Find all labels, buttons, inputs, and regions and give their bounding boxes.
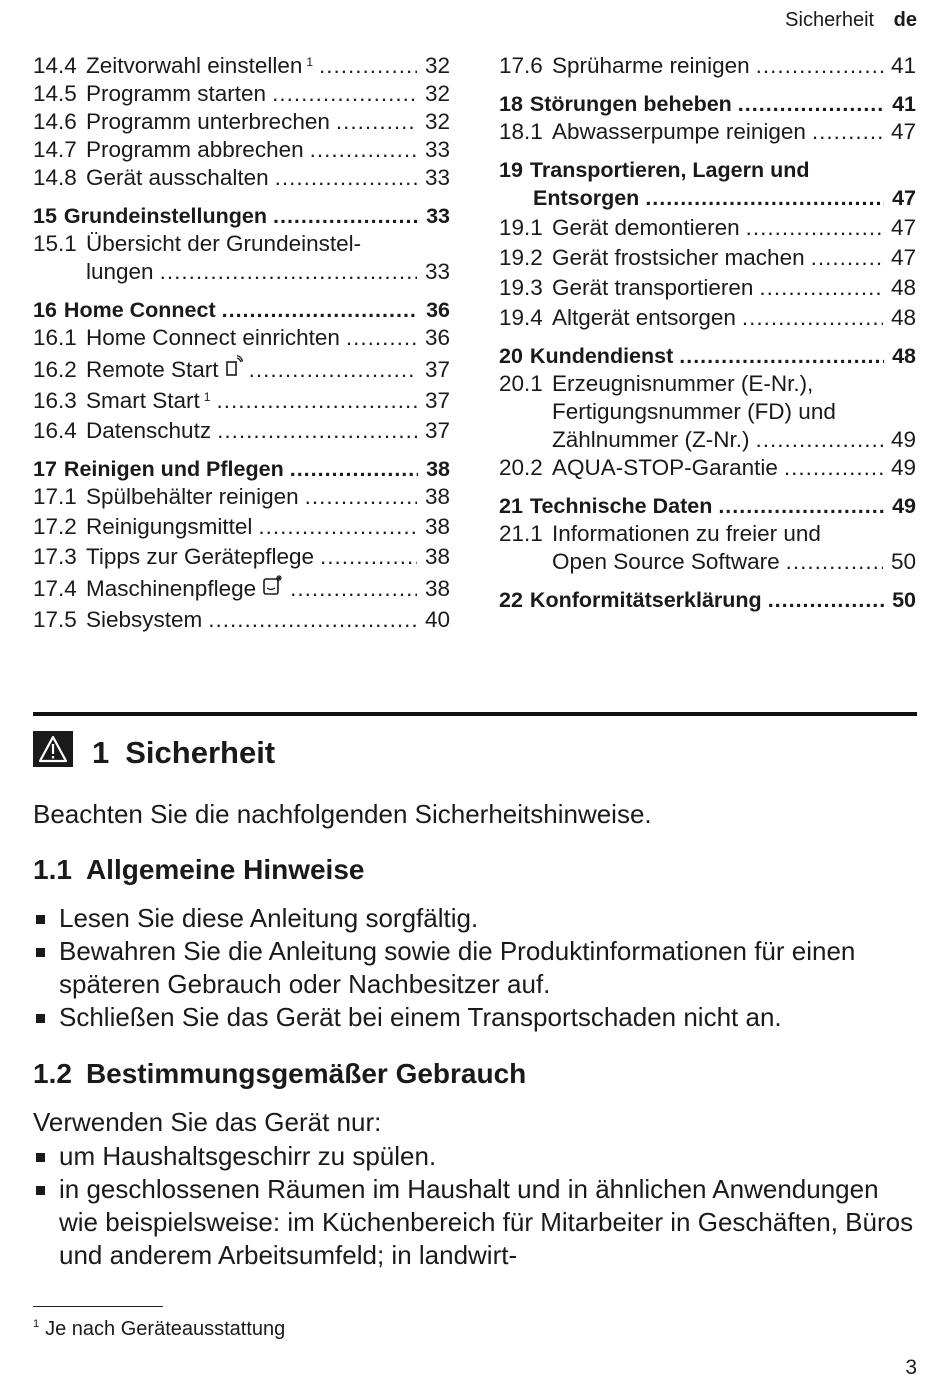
toc-entry-continued[interactable]	[499, 548, 916, 576]
toc-entry[interactable]	[33, 108, 450, 136]
toc-entry[interactable]	[499, 370, 916, 398]
toc-num: 17.6	[499, 53, 543, 78]
toc-leader	[786, 548, 883, 576]
toc-leader	[756, 52, 883, 80]
toc-page: 36	[424, 325, 450, 350]
toc-title: Entsorgen	[533, 186, 640, 210]
toc-entry[interactable]	[33, 80, 450, 108]
footnote-mark: 1	[33, 1318, 40, 1330]
toc-page: 41	[892, 92, 916, 116]
toc-title: Reinigungsmittel	[86, 514, 253, 539]
toc-entry[interactable]	[33, 52, 450, 80]
toc-title: Programm unterbrechen	[86, 109, 330, 134]
toc-title: Remote Start	[86, 355, 243, 385]
page-number: 3	[905, 1356, 917, 1379]
toc-num: 17.1	[33, 484, 77, 509]
toc-entry[interactable]	[499, 274, 916, 302]
toc-num: 16.4	[33, 418, 77, 443]
toc-page: 48	[890, 305, 916, 330]
toc-leader	[310, 136, 417, 164]
toc-num: 19.4	[499, 305, 543, 330]
toc-title: Zeitvorwahl einstellen $^1$	[86, 53, 314, 78]
toc-leader	[759, 274, 883, 302]
toc-page: 32	[424, 53, 450, 78]
toc-num: 19.2	[499, 245, 543, 270]
toc-title: Spülbehälter reinigen	[86, 484, 299, 509]
toc-leader	[811, 244, 883, 272]
toc-title: Kundendienst	[529, 344, 674, 368]
toc-num: 18	[499, 92, 523, 116]
toc-page: 33	[424, 165, 450, 190]
toc-num: 14.8	[33, 165, 77, 190]
toc-page: 41	[890, 53, 916, 78]
toc-leader	[272, 80, 417, 108]
general-notes-list	[33, 902, 917, 1034]
toc-leader	[319, 52, 417, 80]
toc-page: 37	[424, 357, 450, 382]
toc-entry[interactable]	[499, 304, 916, 332]
toc-page: 48	[892, 344, 916, 368]
toc-title: Störungen beheben	[529, 92, 732, 116]
toc-leader	[217, 417, 417, 445]
toc-right-column	[499, 52, 916, 614]
toc-num: 15.1	[33, 231, 77, 256]
toc-num: 14.5	[33, 81, 77, 106]
toc-leader	[346, 324, 417, 352]
toc-title: lungen	[86, 259, 154, 284]
intended-use-list	[33, 1140, 917, 1272]
toc-entry[interactable]	[33, 136, 450, 164]
toc-entry[interactable]	[33, 574, 450, 604]
remote-start-icon	[225, 355, 243, 385]
toc-num: 20.1	[499, 371, 543, 396]
toc-leader	[249, 356, 417, 384]
section-intro: Beachten Sie die nachfolgenden Sicherheitshinweise.	[33, 799, 652, 829]
toc-page: 38	[424, 576, 450, 601]
toc-entry-continued[interactable]	[33, 258, 450, 286]
toc-entry[interactable]	[499, 214, 916, 242]
toc-title: Übersicht der Grundeinstel-	[86, 231, 362, 256]
toc-leader	[222, 296, 418, 324]
toc-leader	[336, 108, 417, 136]
toc-entry[interactable]	[33, 543, 450, 571]
toc-entry[interactable]	[33, 164, 450, 192]
toc-chapter[interactable]	[499, 156, 916, 184]
toc-page: 49	[890, 427, 916, 452]
toc-leader	[812, 118, 883, 146]
toc-num: 19	[499, 158, 523, 182]
toc-page: 37	[424, 388, 450, 413]
toc-num: 14.4	[33, 53, 77, 78]
toc-title: Open Source Software	[552, 549, 780, 574]
toc-entry[interactable]	[33, 230, 450, 258]
toc-page: 38	[424, 544, 450, 569]
toc-num: 17.5	[33, 607, 77, 632]
toc-num: 17.2	[33, 514, 77, 539]
list-item: Bewahren Sie die Anleitung sowie die Produktinformationen für einen späteren Gebrauch oder Nachbesitzer auf.	[33, 935, 917, 1001]
toc-chapter[interactable]	[33, 455, 450, 483]
toc-entry[interactable]	[33, 483, 450, 511]
toc-num: 21.1	[499, 521, 543, 546]
toc-title: Abwasserpumpe reinigen	[552, 119, 806, 144]
machine-care-icon	[262, 574, 284, 604]
toc-page: 48	[890, 275, 916, 300]
toc-title: Gerät demontieren	[552, 215, 740, 240]
subsection-heading: 1.2 Bestimmungsgemäßer Gebrauch	[33, 1058, 527, 1089]
warning-icon	[33, 731, 73, 767]
toc-leader	[290, 575, 417, 603]
toc-entry-continued[interactable]	[499, 398, 916, 426]
subsection-heading: 1.1 Allgemeine Hinweise	[33, 854, 365, 885]
section-divider	[33, 712, 917, 716]
toc-title: Gerät frostsicher machen	[552, 245, 805, 270]
toc-page: 40	[424, 607, 450, 632]
toc-leader	[679, 342, 884, 370]
list-item: um Haushaltsgeschirr zu spülen.	[33, 1140, 917, 1173]
toc-page: 38	[424, 514, 450, 539]
toc-leader	[746, 214, 883, 242]
toc-entry[interactable]	[499, 52, 916, 80]
toc-entry[interactable]	[33, 387, 450, 415]
toc-num: 16	[33, 298, 57, 322]
toc-entry-continued[interactable]	[499, 426, 916, 454]
toc-leader	[738, 90, 884, 118]
toc-entry[interactable]	[33, 324, 450, 352]
footnote-text: Je nach Geräteausstattung	[45, 1318, 286, 1340]
toc-entry[interactable]	[499, 454, 916, 482]
toc-title: Fertigungsnummer (FD) und	[552, 399, 836, 424]
toc-page: 32	[424, 109, 450, 134]
toc-page: 50	[892, 588, 916, 612]
toc-page: 33	[424, 259, 450, 284]
usage-intro: Verwenden Sie das Gerät nur:	[33, 1107, 382, 1137]
toc-title: Zählnummer (Z-Nr.)	[552, 427, 750, 452]
toc-entry[interactable]	[499, 520, 916, 548]
toc-num: 18.1	[499, 119, 543, 144]
toc-chapter[interactable]	[499, 342, 916, 370]
toc-title: Informationen zu freier und	[552, 521, 821, 546]
toc-page: 49	[892, 494, 916, 518]
toc-leader	[645, 184, 884, 212]
toc-leader	[273, 202, 418, 230]
toc-title: Konformitätserklärung	[529, 588, 762, 612]
toc-page: 38	[424, 484, 450, 509]
toc-chapter[interactable]	[499, 492, 916, 520]
toc-num: 22	[499, 588, 523, 612]
toc-num: 17.4	[33, 576, 77, 601]
toc-leader	[208, 606, 417, 634]
toc-chapter[interactable]	[499, 90, 916, 118]
toc-num: 16.3	[33, 388, 77, 413]
header-language: de	[893, 9, 917, 31]
toc-page: 47	[890, 245, 916, 270]
toc-leader	[784, 454, 883, 482]
toc-entry[interactable]	[33, 513, 450, 541]
toc-leader	[258, 513, 417, 541]
toc-num: 19.1	[499, 215, 543, 240]
toc-page: 33	[424, 137, 450, 162]
toc-title: Gerät transportieren	[552, 275, 754, 300]
toc-chapter[interactable]	[499, 586, 916, 614]
toc-title: Transportieren, Lagern und	[529, 158, 810, 182]
list-item: Lesen Sie diese Anleitung sorgfältig.	[33, 902, 917, 935]
toc-leader	[718, 492, 884, 520]
toc-entry[interactable]	[33, 606, 450, 634]
toc-leader	[756, 426, 883, 454]
toc-title: Maschinenpflege	[86, 574, 284, 604]
toc-title: Home Connect	[63, 298, 216, 322]
toc-leader	[320, 543, 417, 571]
toc-title: Siebsystem	[86, 607, 203, 632]
toc-num: 16.2	[33, 357, 77, 382]
toc-page: 47	[890, 215, 916, 240]
header-section: Sicherheit	[785, 9, 875, 31]
toc-title: Programm abbrechen	[86, 137, 304, 162]
toc-title: Technische Daten	[529, 494, 713, 518]
toc-title: Home Connect einrichten	[86, 325, 340, 350]
toc-entry[interactable]	[499, 118, 916, 146]
toc-left-column	[33, 52, 450, 634]
toc-page: 37	[424, 418, 450, 443]
toc-num: 17.3	[33, 544, 77, 569]
footnote	[33, 1318, 285, 1341]
toc-title: Gerät ausschalten	[86, 165, 269, 190]
toc-leader	[216, 387, 417, 415]
toc-page: 36	[426, 298, 450, 322]
toc-entry[interactable]	[499, 244, 916, 272]
toc-chapter-continued[interactable]	[499, 184, 916, 212]
footnote-divider	[33, 1306, 163, 1307]
toc-num: 15	[33, 204, 57, 228]
toc-page: 47	[892, 186, 916, 210]
toc-title: AQUA-STOP-Garantie	[552, 455, 778, 480]
toc-entry[interactable]	[33, 417, 450, 445]
toc-title: Sprüharme reinigen	[552, 53, 750, 78]
toc-num: 16.1	[33, 325, 77, 350]
toc-leader	[768, 586, 884, 614]
toc-leader	[742, 304, 883, 332]
footnote-mark: 1	[306, 55, 314, 69]
section-heading: 1 Sicherheit	[92, 735, 276, 770]
toc-chapter[interactable]	[33, 202, 450, 230]
running-header	[785, 9, 917, 32]
toc-leader	[275, 164, 417, 192]
toc-page: 47	[890, 119, 916, 144]
toc-num: 19.3	[499, 275, 543, 300]
toc-num: 20	[499, 344, 523, 368]
toc-title: Tipps zur Gerätepflege	[86, 544, 315, 569]
toc-num: 17	[33, 457, 57, 481]
toc-page: 32	[424, 81, 450, 106]
toc-page: 33	[426, 204, 450, 228]
toc-title: Reinigen und Pflegen	[63, 457, 284, 481]
toc-leader	[290, 455, 418, 483]
toc-title: Programm starten	[86, 81, 267, 106]
list-item: in geschlossenen Räumen im Haushalt und in ähnlichen Anwendungen wie beispielsweise: im Küchenbereich für Mitarbeiter in Geschäften, Büros und anderem Arbeitsumfeld; in landwirt-	[33, 1173, 917, 1272]
toc-page: 38	[426, 457, 450, 481]
toc-title: Smart Start $^1$	[86, 388, 211, 413]
toc-num: 14.6	[33, 109, 77, 134]
toc-leader	[160, 258, 417, 286]
toc-page: 50	[890, 549, 916, 574]
toc-title: Erzeugnisnummer (E-Nr.),	[552, 371, 814, 396]
list-item: Schließen Sie das Gerät bei einem Transportschaden nicht an.	[33, 1001, 917, 1034]
toc-title: Datenschutz	[86, 418, 212, 443]
toc-num: 21	[499, 494, 523, 518]
toc-num: 20.2	[499, 455, 543, 480]
toc-chapter[interactable]	[33, 296, 450, 324]
toc-num: 14.7	[33, 137, 77, 162]
toc-page: 49	[890, 455, 916, 480]
footnote-mark: 1	[203, 390, 211, 404]
toc-title: Grundeinstellungen	[63, 204, 267, 228]
toc-title: Altgerät entsorgen	[552, 305, 736, 330]
toc-entry[interactable]	[33, 355, 450, 385]
toc-leader	[305, 483, 417, 511]
